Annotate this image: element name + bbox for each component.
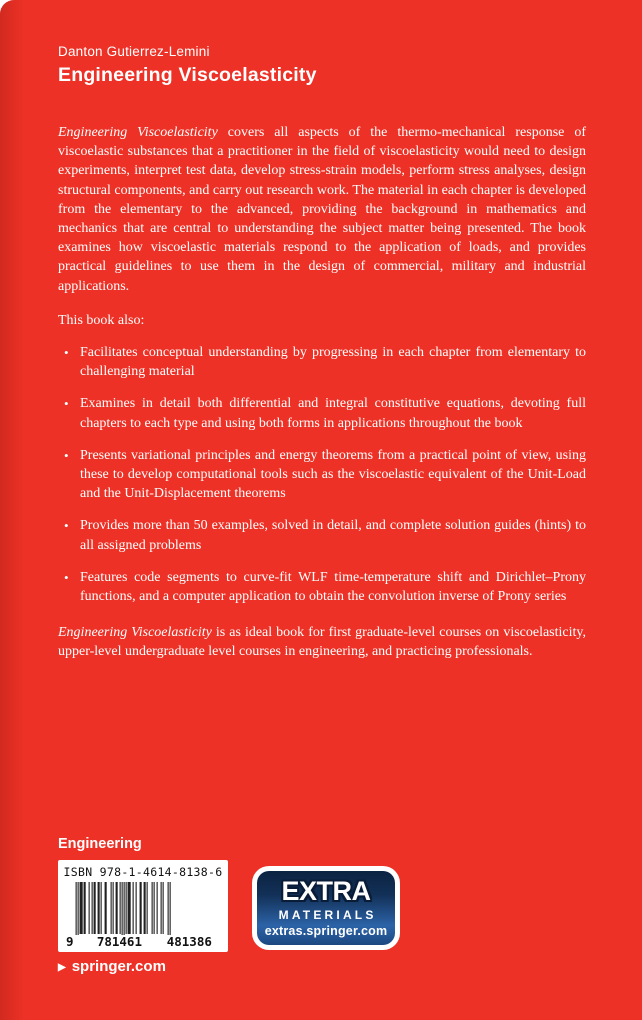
isbn-barcode: [58, 860, 228, 952]
extra-materials-badge-inner: [257, 871, 395, 945]
feature-list: [58, 343, 586, 606]
feature-item-5: • Features code segments to curve-fit WLF time-temperature shift and Dirichlet–Prony functions, and a computer application to obtain the convolution inverse of Prony series: [58, 568, 586, 606]
synopsis-paragraph: [58, 123, 586, 296]
extras-url: extras.springer.com: [264, 924, 388, 938]
book-title: Engineering Viscoelasticity: [58, 64, 317, 86]
extra-materials-badge: [252, 866, 400, 950]
feature-item-4: • Provides more than 50 examples, solved in detail, and complete solution guides (hints) to all assigned problems: [58, 516, 586, 554]
category-label: Engineering: [58, 836, 142, 852]
publisher-url: [58, 958, 166, 975]
barcode-digit-group2: 481386: [155, 935, 223, 949]
extra-label: EXTRA: [281, 876, 371, 906]
synopsis-text: covers all aspects of the thermo-mechanical response of viscoelastic substances that a practitioner in the field of viscoelasticity would need to design experiments, interpret test data, develop stress-strain models, perform stress analyses, design structural components, and carry out research work. The material in each chapter is developed from the elementary to the advanced, providing the background in mathematics and mechanics that are central to understanding the subject matter being presented. The book examines how viscoelastic materials respond to the application of loads, and provides practical guidelines to use them in the design of commercial, military and industrial applications.: [58, 125, 587, 294]
closing-title-italic: Engineering Viscoelasticity: [58, 625, 212, 641]
author-name: Danton Gutierrez-Lemini: [58, 44, 210, 59]
closing-paragraph: [58, 623, 586, 661]
materials-label: MATERIALS: [278, 908, 377, 922]
synopsis-title-italic: Engineering Viscoelasticity: [58, 125, 218, 140]
arrow-right-icon: ▶: [58, 962, 66, 973]
barcode-digit-group1: 781461: [85, 935, 153, 949]
book-also-heading: This book also:: [58, 312, 145, 328]
feature-item-2: • Examines in detail both differential and integral constitutive equations, devoting full chapters to each type and using both forms in applications throughout the book: [58, 394, 586, 432]
publisher-url-text: springer.com: [71, 958, 166, 975]
closing-text: is as ideal book for first graduate-level courses on viscoelasticity, upper-level undergraduate level courses in engineering, and practicing professionals.: [58, 625, 586, 660]
barcode-digit-first: 9: [66, 935, 80, 949]
cover-footer: [0, 836, 642, 1020]
isbn-label: ISBN 978-1-4614-8138-6: [63, 865, 223, 879]
feature-item-3: • Presents variational principles and energy theorems from a practical point of view, using these to develop computational tools such as the viscoelastic equivalent of the Unit-Load and the Unit-Displacement theorems: [58, 446, 586, 504]
feature-item-1: • Facilitates conceptual understanding by progressing in each chapter from elementary to challenging material: [58, 343, 586, 381]
